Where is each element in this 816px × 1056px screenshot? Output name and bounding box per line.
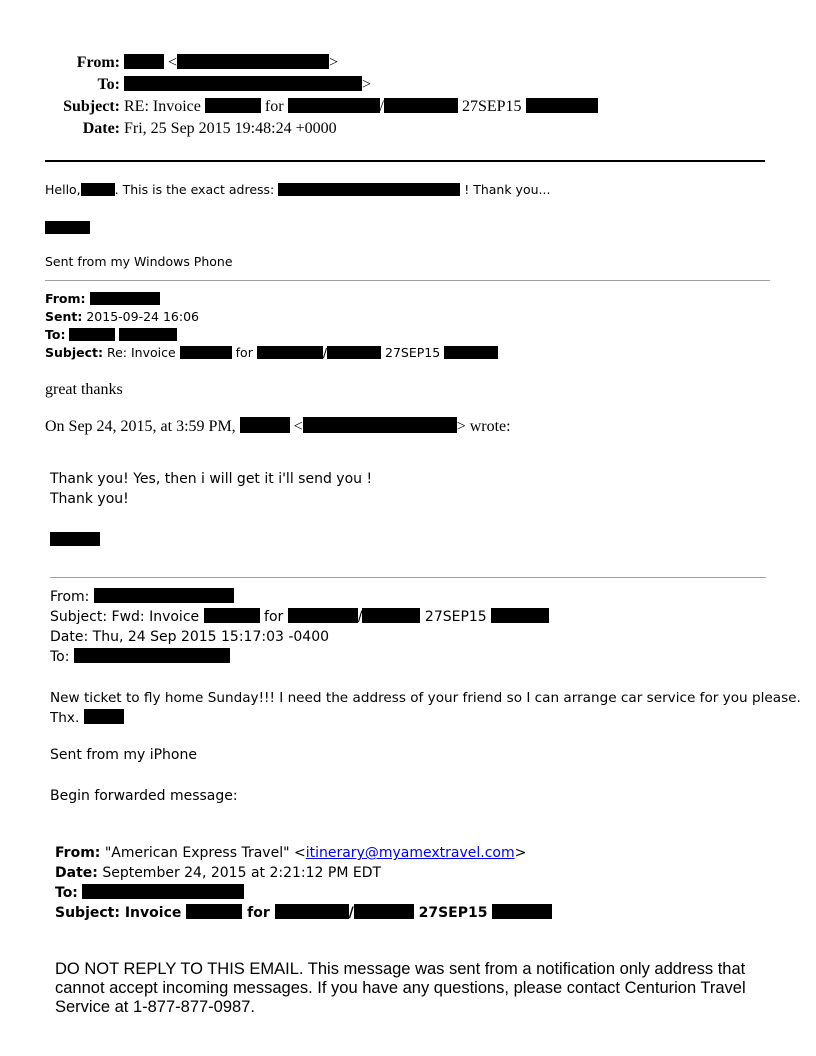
fwd-sent-from: Sent from my iPhone (50, 747, 197, 763)
fwd-body (50, 688, 801, 728)
quoted1-on-start: On Sep 24, 2015, at 3:59 PM, (45, 418, 236, 435)
quoted1-from-row (45, 290, 498, 308)
reply-hello: Hello, (45, 182, 81, 197)
fwd-date-label: Date: (50, 629, 89, 645)
amex-subject-date: 27SEP15 (418, 905, 488, 921)
amex-to-row (55, 883, 552, 903)
amex-from-row (55, 843, 552, 863)
header-date-label: Date: (82, 120, 120, 137)
reply-sentence: . This is the exact adress: (114, 182, 275, 197)
quoted2-line1: Thank you! Yes, then i will get it i'll send you ! (50, 471, 373, 487)
amex-date-label: Date: (55, 865, 98, 881)
redaction (491, 608, 549, 623)
header-date-value: Fri, 25 Sep 2015 19:48:24 +0000 (124, 120, 337, 137)
redaction (288, 98, 380, 113)
quoted1-subject-prefix: Re: Invoice (106, 345, 176, 360)
amex-subject-prefix: Invoice (124, 905, 182, 921)
header-subject-prefix: RE: Invoice (124, 98, 201, 115)
redaction (275, 904, 349, 919)
header-to-gt: > (362, 76, 372, 93)
header-subject-row (0, 98, 598, 116)
redaction (124, 54, 164, 69)
redaction (94, 588, 234, 603)
fwd-body-line2 (50, 708, 801, 728)
quoted1-subject-label: Subject: (45, 345, 103, 360)
redaction (362, 608, 420, 623)
redaction (69, 328, 115, 341)
fwd-header (50, 587, 549, 667)
quoted1-on-lt: < (293, 418, 303, 435)
fwd-subject-prefix: Fwd: Invoice (111, 609, 200, 625)
reply-greeting (45, 182, 550, 197)
header-to-row (0, 76, 371, 94)
header-subject-for: for (264, 98, 284, 115)
divider (45, 280, 770, 281)
fwd-subject-slash: / (357, 609, 363, 625)
header-from-row (0, 54, 338, 72)
fwd-from-row (50, 587, 549, 607)
redaction (288, 608, 358, 623)
amex-email-link[interactable]: itinerary@myamextravel.com (305, 845, 515, 861)
header-from-lt: < (168, 54, 178, 71)
redaction (81, 183, 115, 196)
fwd-begin-forwarded: Begin forwarded message: (50, 788, 238, 804)
header-to-label: To: (97, 76, 120, 93)
amex-subject-for: for (247, 905, 270, 921)
amex-header (55, 843, 552, 923)
redaction (384, 98, 458, 113)
fwd-to-row (50, 647, 549, 667)
redaction (257, 346, 323, 359)
redaction (278, 183, 460, 196)
header-from-label: From: (76, 54, 120, 71)
redaction (74, 648, 230, 663)
redaction (186, 904, 242, 919)
redaction (205, 98, 261, 113)
amex-subject-row (55, 903, 552, 923)
fwd-thx: Thx. (50, 710, 80, 726)
signature-redaction (50, 532, 100, 546)
quoted1-sent-value: 2015-09-24 16:06 (86, 309, 199, 324)
quoted1-subject-slash: / (322, 345, 328, 360)
quoted1-to-row (45, 326, 498, 344)
amex-notice: DO NOT REPLY TO THIS EMAIL. This message was sent from a notification only address that cannot accept incoming messages. If you have any questions, please contact Centurion Travel Service at 1-877-877-0987. (55, 960, 746, 1016)
header-subject-label: Subject: (63, 98, 120, 115)
redaction (327, 346, 381, 359)
header-divider (45, 160, 765, 162)
fwd-subject-date: 27SEP15 (424, 609, 487, 625)
amex-subject-label: Subject: (55, 905, 120, 921)
header-date-row (0, 120, 337, 138)
redaction (303, 417, 457, 433)
fwd-date-row (50, 627, 549, 647)
quoted1-subject-for: for (235, 345, 253, 360)
quoted1-subject-date: 27SEP15 (385, 345, 441, 360)
header-from-gt: > (329, 54, 339, 71)
redaction (492, 904, 552, 919)
fwd-subject-row (50, 607, 549, 627)
quoted1-subject-row (45, 344, 498, 362)
fwd-to-label: To: (50, 649, 70, 665)
redaction (354, 904, 414, 919)
fwd-body-line1: New ticket to fly home Sunday!!! I need the address of your friend so I can arrange car service for you please. (50, 690, 801, 706)
header-subject-date: 27SEP15 (461, 98, 522, 115)
quoted1-sent-label: Sent: (45, 309, 83, 324)
redaction (204, 608, 260, 623)
divider (50, 577, 766, 578)
fwd-subject-for: for (264, 609, 284, 625)
quoted1-from-label: From: (45, 291, 86, 306)
quoted1-to-label: To: (45, 327, 66, 342)
reply-sent-from: Sent from my Windows Phone (45, 254, 233, 269)
redaction (526, 98, 598, 113)
redaction (180, 346, 232, 359)
fwd-from-label: From: (50, 589, 90, 605)
quoted1-on-line (45, 417, 511, 436)
fwd-date-value: Thu, 24 Sep 2015 15:17:03 -0400 (92, 629, 330, 645)
header-subject-slash: / (379, 98, 384, 115)
signature-redaction (45, 221, 90, 234)
redaction (84, 709, 124, 724)
redaction (124, 76, 362, 91)
redaction (240, 417, 290, 433)
amex-from-name: "American Express Travel" < (104, 845, 306, 861)
redaction (90, 292, 160, 305)
redaction (82, 884, 244, 899)
quoted2-body (50, 469, 372, 509)
quoted2-line2: Thank you! (50, 491, 129, 507)
quoted1-header (45, 290, 498, 362)
redaction (119, 328, 177, 341)
quoted1-body: great thanks (45, 381, 123, 398)
reply-thanks: ! Thank you... (460, 182, 551, 197)
amex-date-value: September 24, 2015 at 2:21:12 PM EDT (102, 865, 382, 881)
redaction (444, 346, 498, 359)
amex-from-end: > (514, 845, 527, 861)
amex-date-row (55, 863, 552, 883)
amex-subject-slash: / (348, 905, 354, 921)
amex-to-label: To: (55, 885, 78, 901)
redaction (177, 54, 329, 69)
amex-from-label: From: (55, 845, 101, 861)
quoted1-on-end: > wrote: (456, 418, 511, 435)
fwd-subject-label: Subject: (50, 609, 108, 625)
quoted1-sent-row (45, 308, 498, 326)
